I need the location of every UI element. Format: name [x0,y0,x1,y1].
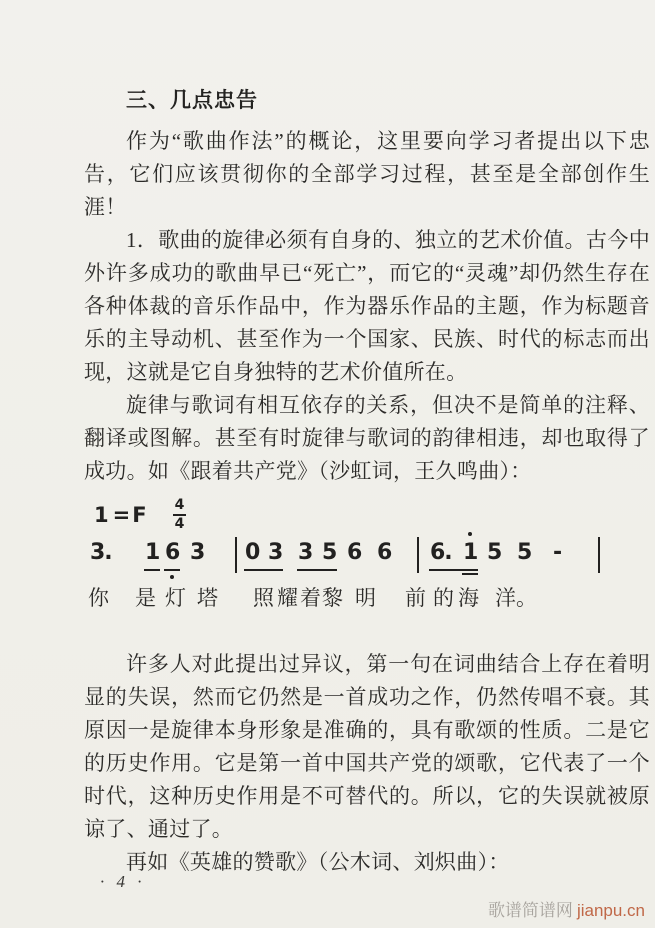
lyric-syllable: 前 [405,586,426,610]
meter-denominator: 4 [174,515,185,532]
note: 5 [322,540,337,565]
note: 6 [347,540,362,565]
watermark [488,896,645,921]
key-signature [94,498,186,531]
meter-numerator: 4 [173,498,187,516]
lyric-syllable: 的 [433,586,454,610]
note-underline-2 [462,573,478,575]
watermark-site-name: 歌谱简谱网 [487,901,573,920]
time-signature [173,498,187,531]
lyric-syllable: 着 [300,586,321,610]
note: 1 [145,540,160,565]
key-tonic: F [132,502,147,527]
note: 3 [298,540,313,565]
barline [235,537,237,573]
note: 5 [517,540,532,565]
equals-sign: = [112,502,129,527]
paragraph-discussion: 许多人对此提出过异议，第一句在词曲结合上存在着明显的失误，然而它仍然是一首成功之作，仍然传唱不衰。其原因一是旋律本身形象是准确的，具有歌颂的性质。二是它的历史作用。它是第一首中国共产党的颂歌，它代表了一个时代，这种历史作用是不可替代的。所以，它的失误就被原谅了、通过了。 [84,652,650,841]
note-underline [144,569,160,571]
note: 0 [245,540,260,565]
high-octave-dot [468,532,472,536]
lyric-syllable: 洋。 [495,586,537,610]
note: 1 [463,540,478,565]
paragraph-next-example: 再如《英雄的赞歌》（公木词、刘炽曲）： [126,850,510,874]
note: 5 [487,540,502,565]
paragraph-melody-lyrics: 旋律与歌词有相互依存的关系，但决不是简单的注释、翻译或图解。甚至有时旋律与歌词的韵律相违，却也取得了成功。如《跟着共产党》（沙虹词，王久鸣曲）： [84,393,650,483]
lyric-syllable: 是 [135,586,156,610]
note: 6 [377,540,392,565]
lyric-syllable: 耀 [277,586,298,610]
lyric-syllable: 黎 [322,586,343,610]
notes-row [84,540,650,580]
barline [598,537,600,573]
note: 3 [190,540,205,565]
paragraph-intro: 作为“歌曲作法”的概论，这里要向学习者提出以下忠告，它们应该贯彻你的全部学习过程，甚至是全部创作生涯！ [84,129,650,219]
beam-underline [297,569,337,571]
lyric-syllable: 你 [88,586,109,610]
key-do: 1 [94,502,109,527]
lyric-syllable: 灯 [165,586,186,610]
note: 6 [165,540,180,565]
section-title: 三、几点忠告 [126,88,258,112]
page-content [84,84,650,879]
beam-underline [244,569,283,571]
note-underline [164,569,180,571]
lyric-syllable: 明 [355,586,376,610]
note: 6. [430,540,452,565]
note: 3 [268,540,283,565]
watermark-site-url: jianpu.cn [576,901,645,920]
lyric-syllable: 塔 [197,586,218,610]
lyrics-row [84,582,650,612]
music-notation [84,492,650,642]
beam-underline [429,569,478,571]
barline [417,537,419,573]
paragraph-point-1: 1．歌曲的旋律必须有自身的、独立的艺术价值。古今中外许多成功的歌曲早已“死亡”，而它的“灵魂”却仍然生存在各种体裁的音乐作品中，作为器乐作品的主题，作为标题音乐的主导动机、甚至作为一个国家、民族、时代的标志而出现，这就是它自身独特的艺术价值所在。 [84,228,650,384]
lyric-syllable: 照 [253,586,274,610]
lyric-syllable: 海 [458,586,479,610]
page-number: · 4 · [100,872,146,891]
low-octave-dot [170,575,174,579]
note: - [553,540,562,565]
note: 3. [90,540,112,565]
